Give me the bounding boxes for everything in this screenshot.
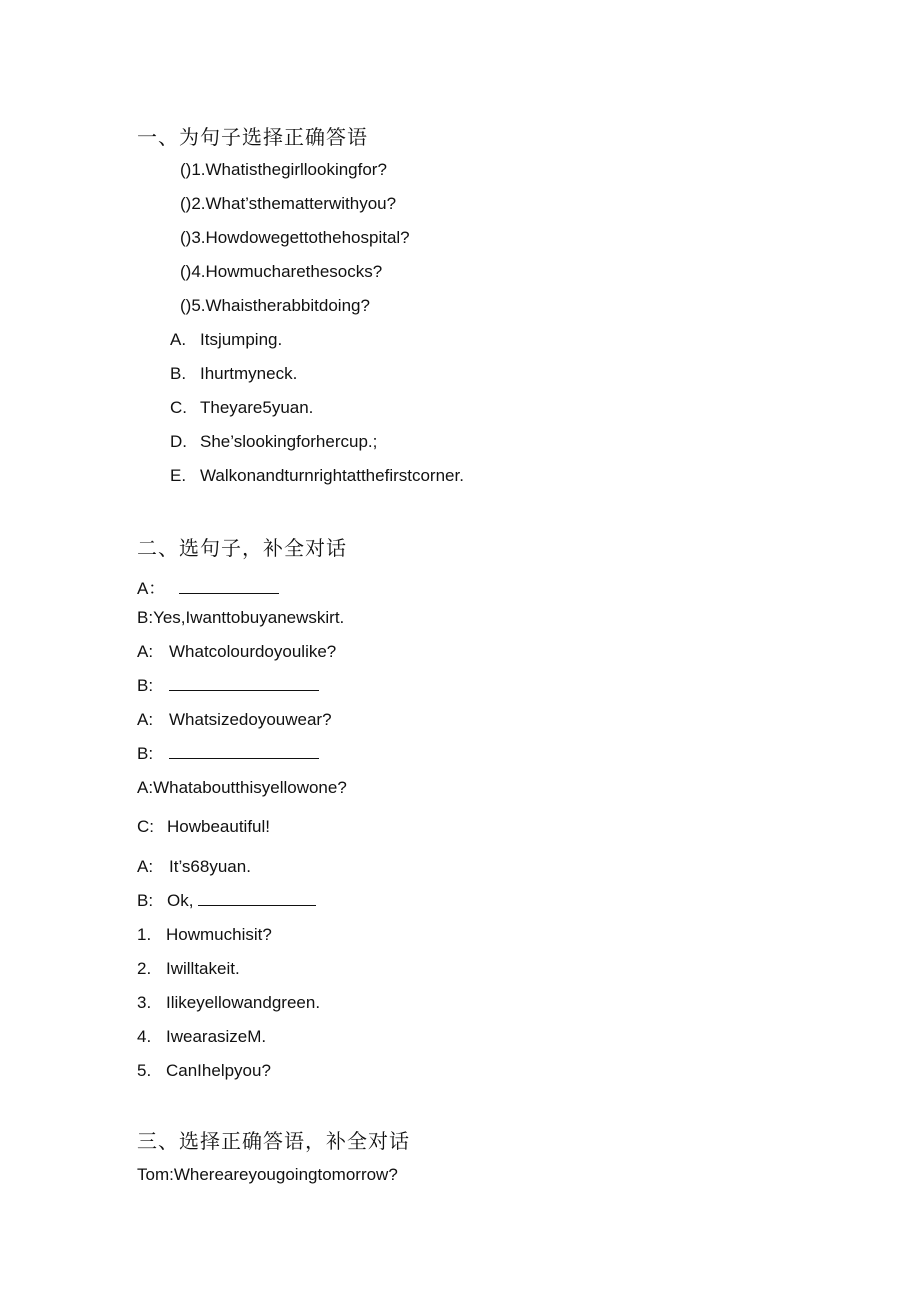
dialogue-line-2 bbox=[137, 608, 344, 628]
option-label: B. bbox=[170, 364, 187, 383]
speaker-label: B: bbox=[137, 891, 154, 910]
choice-number: 4. bbox=[137, 1027, 152, 1046]
speaker-label: A: bbox=[137, 642, 154, 661]
option-c bbox=[170, 398, 313, 418]
dialogue-line-1 bbox=[137, 574, 279, 599]
speaker-label: A: bbox=[137, 778, 154, 797]
option-a bbox=[170, 330, 282, 350]
dialogue-line-6 bbox=[137, 744, 319, 764]
choice-text: CanIhelpyou? bbox=[166, 1061, 271, 1080]
choice-text: Iwilltakeit. bbox=[166, 959, 240, 978]
choice-3 bbox=[137, 993, 320, 1013]
speaker-label: A: bbox=[137, 710, 154, 729]
choice-5 bbox=[137, 1061, 271, 1081]
section1-heading: 一、为句子选择正确答语 bbox=[137, 125, 368, 149]
dialogue-line-9 bbox=[137, 857, 251, 877]
question-5: ()5.Whaistherabbitdoing? bbox=[180, 296, 370, 315]
section3-line-1: Tom:Whereareyougoingtomorrow? bbox=[137, 1165, 398, 1184]
option-text: Itsjumping. bbox=[200, 330, 283, 349]
option-d bbox=[170, 432, 377, 452]
option-label: C. bbox=[170, 398, 187, 417]
speaker-label: B: bbox=[137, 608, 154, 627]
option-text: Walkonandturnrightatthefirstcorner. bbox=[200, 466, 464, 485]
choice-number: 3. bbox=[137, 993, 152, 1012]
choice-text: Ilikeyellowandgreen. bbox=[166, 993, 321, 1012]
speaker-label: C: bbox=[137, 817, 154, 836]
speaker-label: A: bbox=[137, 857, 154, 876]
option-b bbox=[170, 364, 297, 384]
choice-text: Howmuchisit? bbox=[166, 925, 272, 944]
dialogue-text: Ok, bbox=[167, 891, 194, 910]
dialogue-text: Yes,Iwanttobuyanewskirt. bbox=[153, 608, 345, 627]
dialogue-text: It’s68yuan. bbox=[169, 857, 251, 876]
dialogue-line-4 bbox=[137, 676, 319, 696]
option-label: D. bbox=[170, 432, 187, 451]
dialogue-text: Whatsizedoyouwear? bbox=[169, 710, 332, 729]
option-text: Theyare5yuan. bbox=[200, 398, 314, 417]
answer-blank[interactable] bbox=[179, 579, 279, 594]
choice-number: 2. bbox=[137, 959, 152, 978]
dialogue-line-3 bbox=[137, 642, 336, 662]
dialogue-line-10 bbox=[137, 891, 316, 911]
dialogue-line-8 bbox=[137, 817, 270, 837]
choice-1 bbox=[137, 925, 272, 945]
dialogue-line-5 bbox=[137, 710, 332, 730]
section3-heading: 三、选择正确答语，补全对话 bbox=[137, 1129, 410, 1153]
dialogue-text: Howbeautiful! bbox=[167, 817, 271, 836]
answer-blank[interactable] bbox=[169, 744, 319, 759]
dialogue-text: Whataboutthisyellowone? bbox=[153, 778, 347, 797]
question-2: ()2.What’sthematterwithyou? bbox=[180, 194, 397, 213]
answer-blank[interactable] bbox=[198, 891, 316, 906]
option-label: A. bbox=[170, 330, 187, 349]
dialogue-line-7 bbox=[137, 778, 347, 798]
choice-4 bbox=[137, 1027, 266, 1047]
option-text: She’slookingforhercup.; bbox=[200, 432, 378, 451]
question-1: ()1.Whatisthegirllookingfor? bbox=[180, 160, 387, 179]
choice-number: 5. bbox=[137, 1061, 152, 1080]
section2-heading: 二、选句子，补全对话 bbox=[137, 536, 347, 560]
choice-text: IwearasizeM. bbox=[166, 1027, 267, 1046]
option-e bbox=[170, 466, 464, 486]
speaker-label: B: bbox=[137, 676, 154, 695]
choice-number: 1. bbox=[137, 925, 152, 944]
speaker-label: A： bbox=[137, 579, 166, 598]
question-4: ()4.Howmucharethesocks? bbox=[180, 262, 383, 281]
answer-blank[interactable] bbox=[169, 676, 319, 691]
question-3: ()3.Howdowegettothehospital? bbox=[180, 228, 410, 247]
dialogue-text: Whatcolourdoyoulike? bbox=[169, 642, 337, 661]
option-text: Ihurtmyneck. bbox=[200, 364, 298, 383]
choice-2 bbox=[137, 959, 240, 979]
option-label: E. bbox=[170, 466, 187, 485]
speaker-label: B: bbox=[137, 744, 154, 763]
